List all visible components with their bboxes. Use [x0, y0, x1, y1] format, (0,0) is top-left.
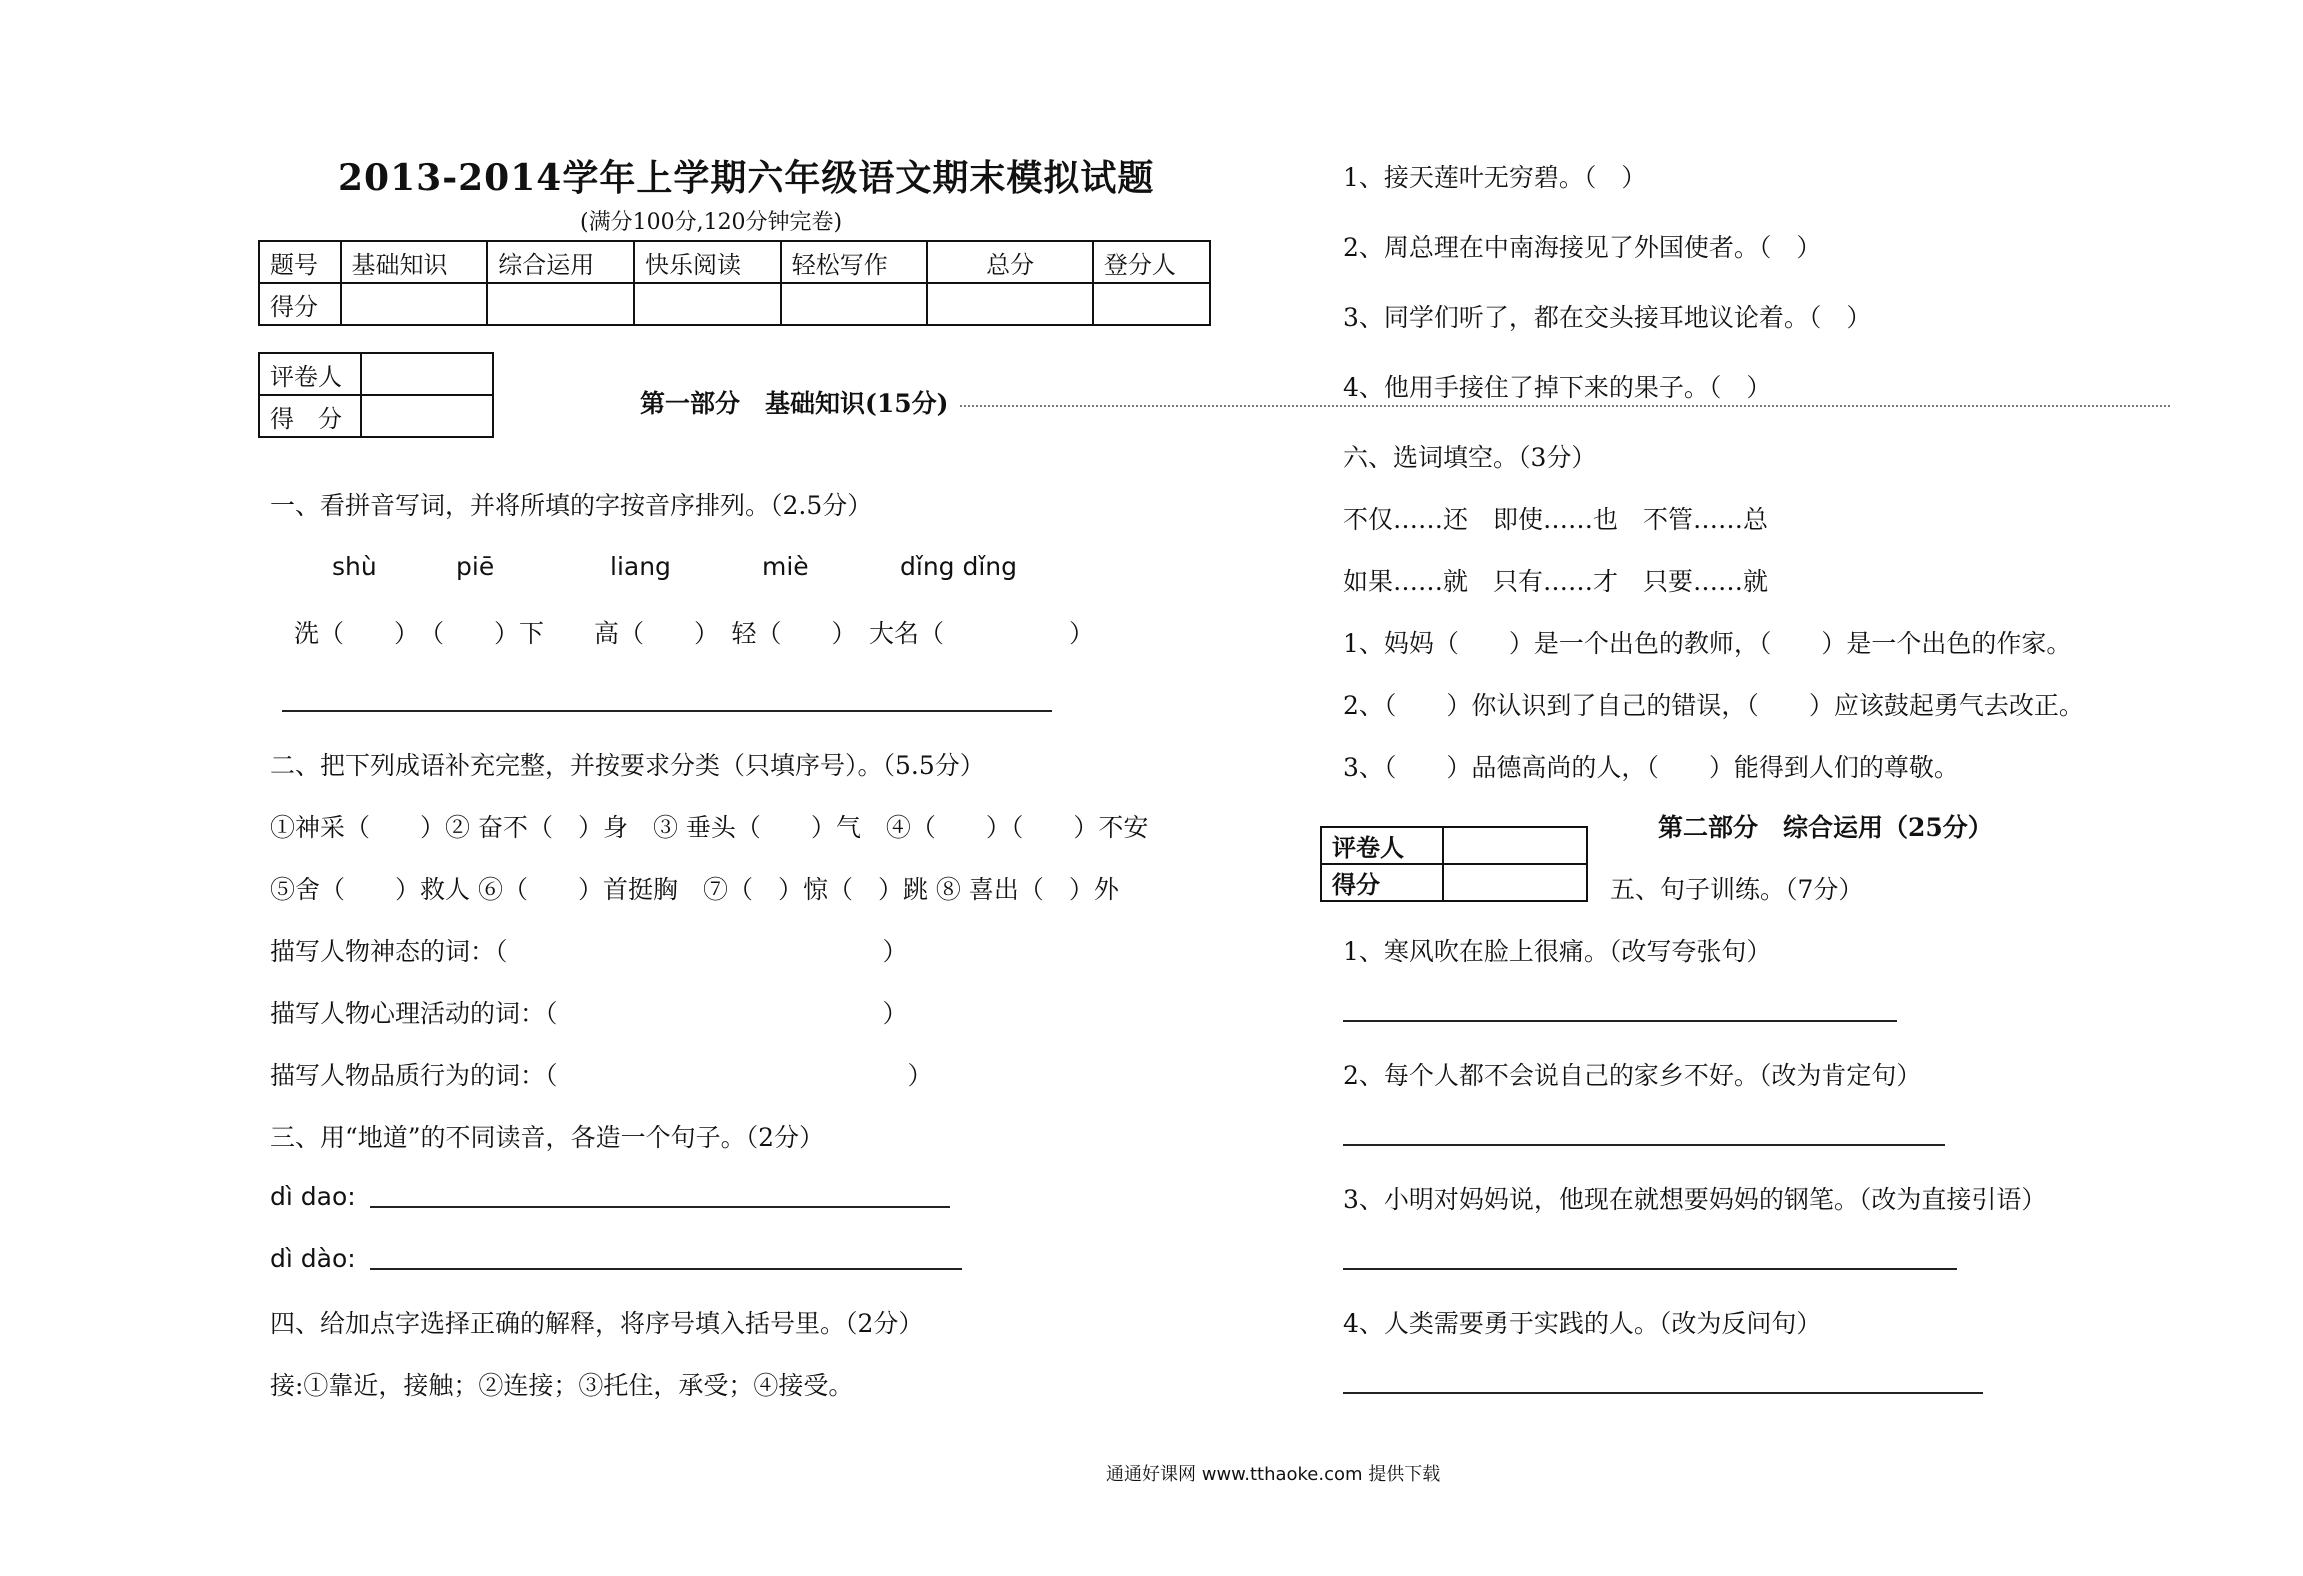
- q6-word-options-1: 不仅……还 即使……也 不管……总: [1343, 505, 1769, 534]
- q3-title: 三、用“地道”的不同读音，各造一个句子。（2分）: [270, 1123, 824, 1152]
- footer-credit: 通通好课网 www.tthaoke.com 提供下载: [1106, 1464, 1441, 1485]
- grader-box: [258, 352, 494, 438]
- part2-score-label: 得分: [1321, 864, 1443, 901]
- q2-line1: ①神采（ ）② 奋不（ ）身 ③ 垂头（ ）气 ④（ ）（ ）不安: [270, 813, 1149, 842]
- score-cell[interactable]: [781, 283, 928, 325]
- q3-a-answer-line[interactable]: [370, 1206, 950, 1208]
- page-title: 2013-2014学年上学期六年级语文期末模拟试题: [338, 157, 1155, 199]
- score-table-header: 基础知识: [341, 241, 488, 283]
- score-table-header: 题号: [259, 241, 341, 283]
- score-table: [258, 240, 1211, 326]
- score-cell[interactable]: [487, 283, 634, 325]
- pinyin-2: piē: [456, 552, 495, 581]
- grader-score-cell[interactable]: [361, 395, 493, 437]
- score-cell[interactable]: [927, 283, 1092, 325]
- pinyin-3: liang: [610, 552, 671, 581]
- q6-title: 六、选词填空。（3分）: [1343, 443, 1597, 472]
- q6-item-3: 3、（ ）品德高尚的人，（ ）能得到人们的尊敬。: [1343, 753, 1959, 782]
- score-table-header: 登分人: [1093, 241, 1210, 283]
- score-cell[interactable]: [1093, 283, 1210, 325]
- q4-item-1: 1、接天莲叶无穷碧。（ ）: [1343, 163, 1647, 192]
- q5-item-3: 3、小明对妈妈说，他现在就想要妈妈的钢笔。（改为直接引语）: [1343, 1185, 2047, 1214]
- part1-title: 第一部分 基础知识(15分): [640, 389, 949, 418]
- divider-dotted: [960, 405, 2170, 407]
- grader-cell[interactable]: [361, 353, 493, 395]
- score-table-score-row: [259, 283, 1210, 325]
- part2-grader-box: [1320, 826, 1588, 902]
- q2-category-3: 描写人物品质行为的词：（ ）: [270, 1061, 933, 1090]
- q5-item-1: 1、寒风吹在脸上很痛。（改写夸张句）: [1343, 937, 1772, 966]
- q4-meanings: 接:①靠近，接触；②连接；③托住，承受；④接受。: [270, 1371, 854, 1400]
- part2-score-cell[interactable]: [1443, 864, 1587, 901]
- q4-title: 四、给加点字选择正确的解释，将序号填入括号里。（2分）: [270, 1309, 924, 1338]
- grader-score-label: 得 分: [259, 395, 361, 437]
- q5-title: 五、句子训练。（7分）: [1610, 875, 1864, 904]
- q1-words: 洗（ ） （ ）下 高（ ） 轻（ ） 大名（ ）: [294, 619, 1095, 648]
- q3-b-label: dì dào:: [270, 1244, 356, 1273]
- q5-answer-line-4[interactable]: [1343, 1392, 1983, 1394]
- score-table-header: 综合运用: [487, 241, 634, 283]
- score-table-row-label: 得分: [259, 283, 341, 325]
- score-table-header: 总分: [927, 241, 1092, 283]
- q6-item-1: 1、妈妈（ ）是一个出色的教师，（ ）是一个出色的作家。: [1343, 629, 2072, 658]
- q2-category-2: 描写人物心理活动的词：（ ）: [270, 999, 908, 1028]
- q2-title: 二、把下列成语补充完整，并按要求分类（只填序号）。（5.5分）: [270, 751, 985, 780]
- part2-grader-label: 评卷人: [1321, 827, 1443, 864]
- score-table-header-row: [259, 241, 1210, 283]
- q3-a-label: dì dao:: [270, 1182, 356, 1211]
- q1-title: 一、看拼音写词，并将所填的字按音序排列。（2.5分）: [270, 491, 873, 520]
- q6-item-2: 2、（ ）你认识到了自己的错误，（ ）应该鼓起勇气去改正。: [1343, 691, 2084, 720]
- pinyin-5: dǐng dǐng: [900, 552, 1018, 581]
- part2-title: 第二部分 综合运用（25分）: [1658, 813, 1993, 842]
- q2-line2: ⑤舍（ ）救人 ⑥（ ）首挺胸 ⑦（ ）惊（ ）跳 ⑧ 喜出（ ）外: [270, 875, 1119, 904]
- score-cell[interactable]: [341, 283, 488, 325]
- pinyin-1: shù: [332, 552, 377, 581]
- score-table-header: 快乐阅读: [634, 241, 781, 283]
- q4-item-3: 3、同学们听了，都在交头接耳地议论着。（ ）: [1343, 303, 1872, 332]
- score-table-header: 轻松写作: [781, 241, 928, 283]
- q5-answer-line-3[interactable]: [1343, 1268, 1957, 1270]
- q5-answer-line-2[interactable]: [1343, 1144, 1945, 1146]
- q6-word-options-2: 如果……就 只有……才 只要……就: [1343, 567, 1769, 596]
- page-subtitle: (满分100分,120分钟完卷): [580, 210, 843, 235]
- q4-item-2: 2、周总理在中南海接见了外国使者。（ ）: [1343, 233, 1822, 262]
- q5-answer-line-1[interactable]: [1343, 1020, 1897, 1022]
- q2-category-1: 描写人物神态的词：（ ）: [270, 937, 908, 966]
- q5-item-2: 2、每个人都不会说自己的家乡不好。（改为肯定句）: [1343, 1061, 1922, 1090]
- pinyin-4: miè: [762, 552, 809, 581]
- score-cell[interactable]: [634, 283, 781, 325]
- part2-grader-cell[interactable]: [1443, 827, 1587, 864]
- q4-item-4: 4、他用手接住了掉下来的果子。（ ）: [1343, 373, 1772, 402]
- q1-answer-line[interactable]: [282, 710, 1052, 712]
- q3-b-answer-line[interactable]: [370, 1268, 962, 1270]
- q5-item-4: 4、人类需要勇于实践的人。（改为反问句）: [1343, 1309, 1822, 1338]
- grader-label: 评卷人: [259, 353, 361, 395]
